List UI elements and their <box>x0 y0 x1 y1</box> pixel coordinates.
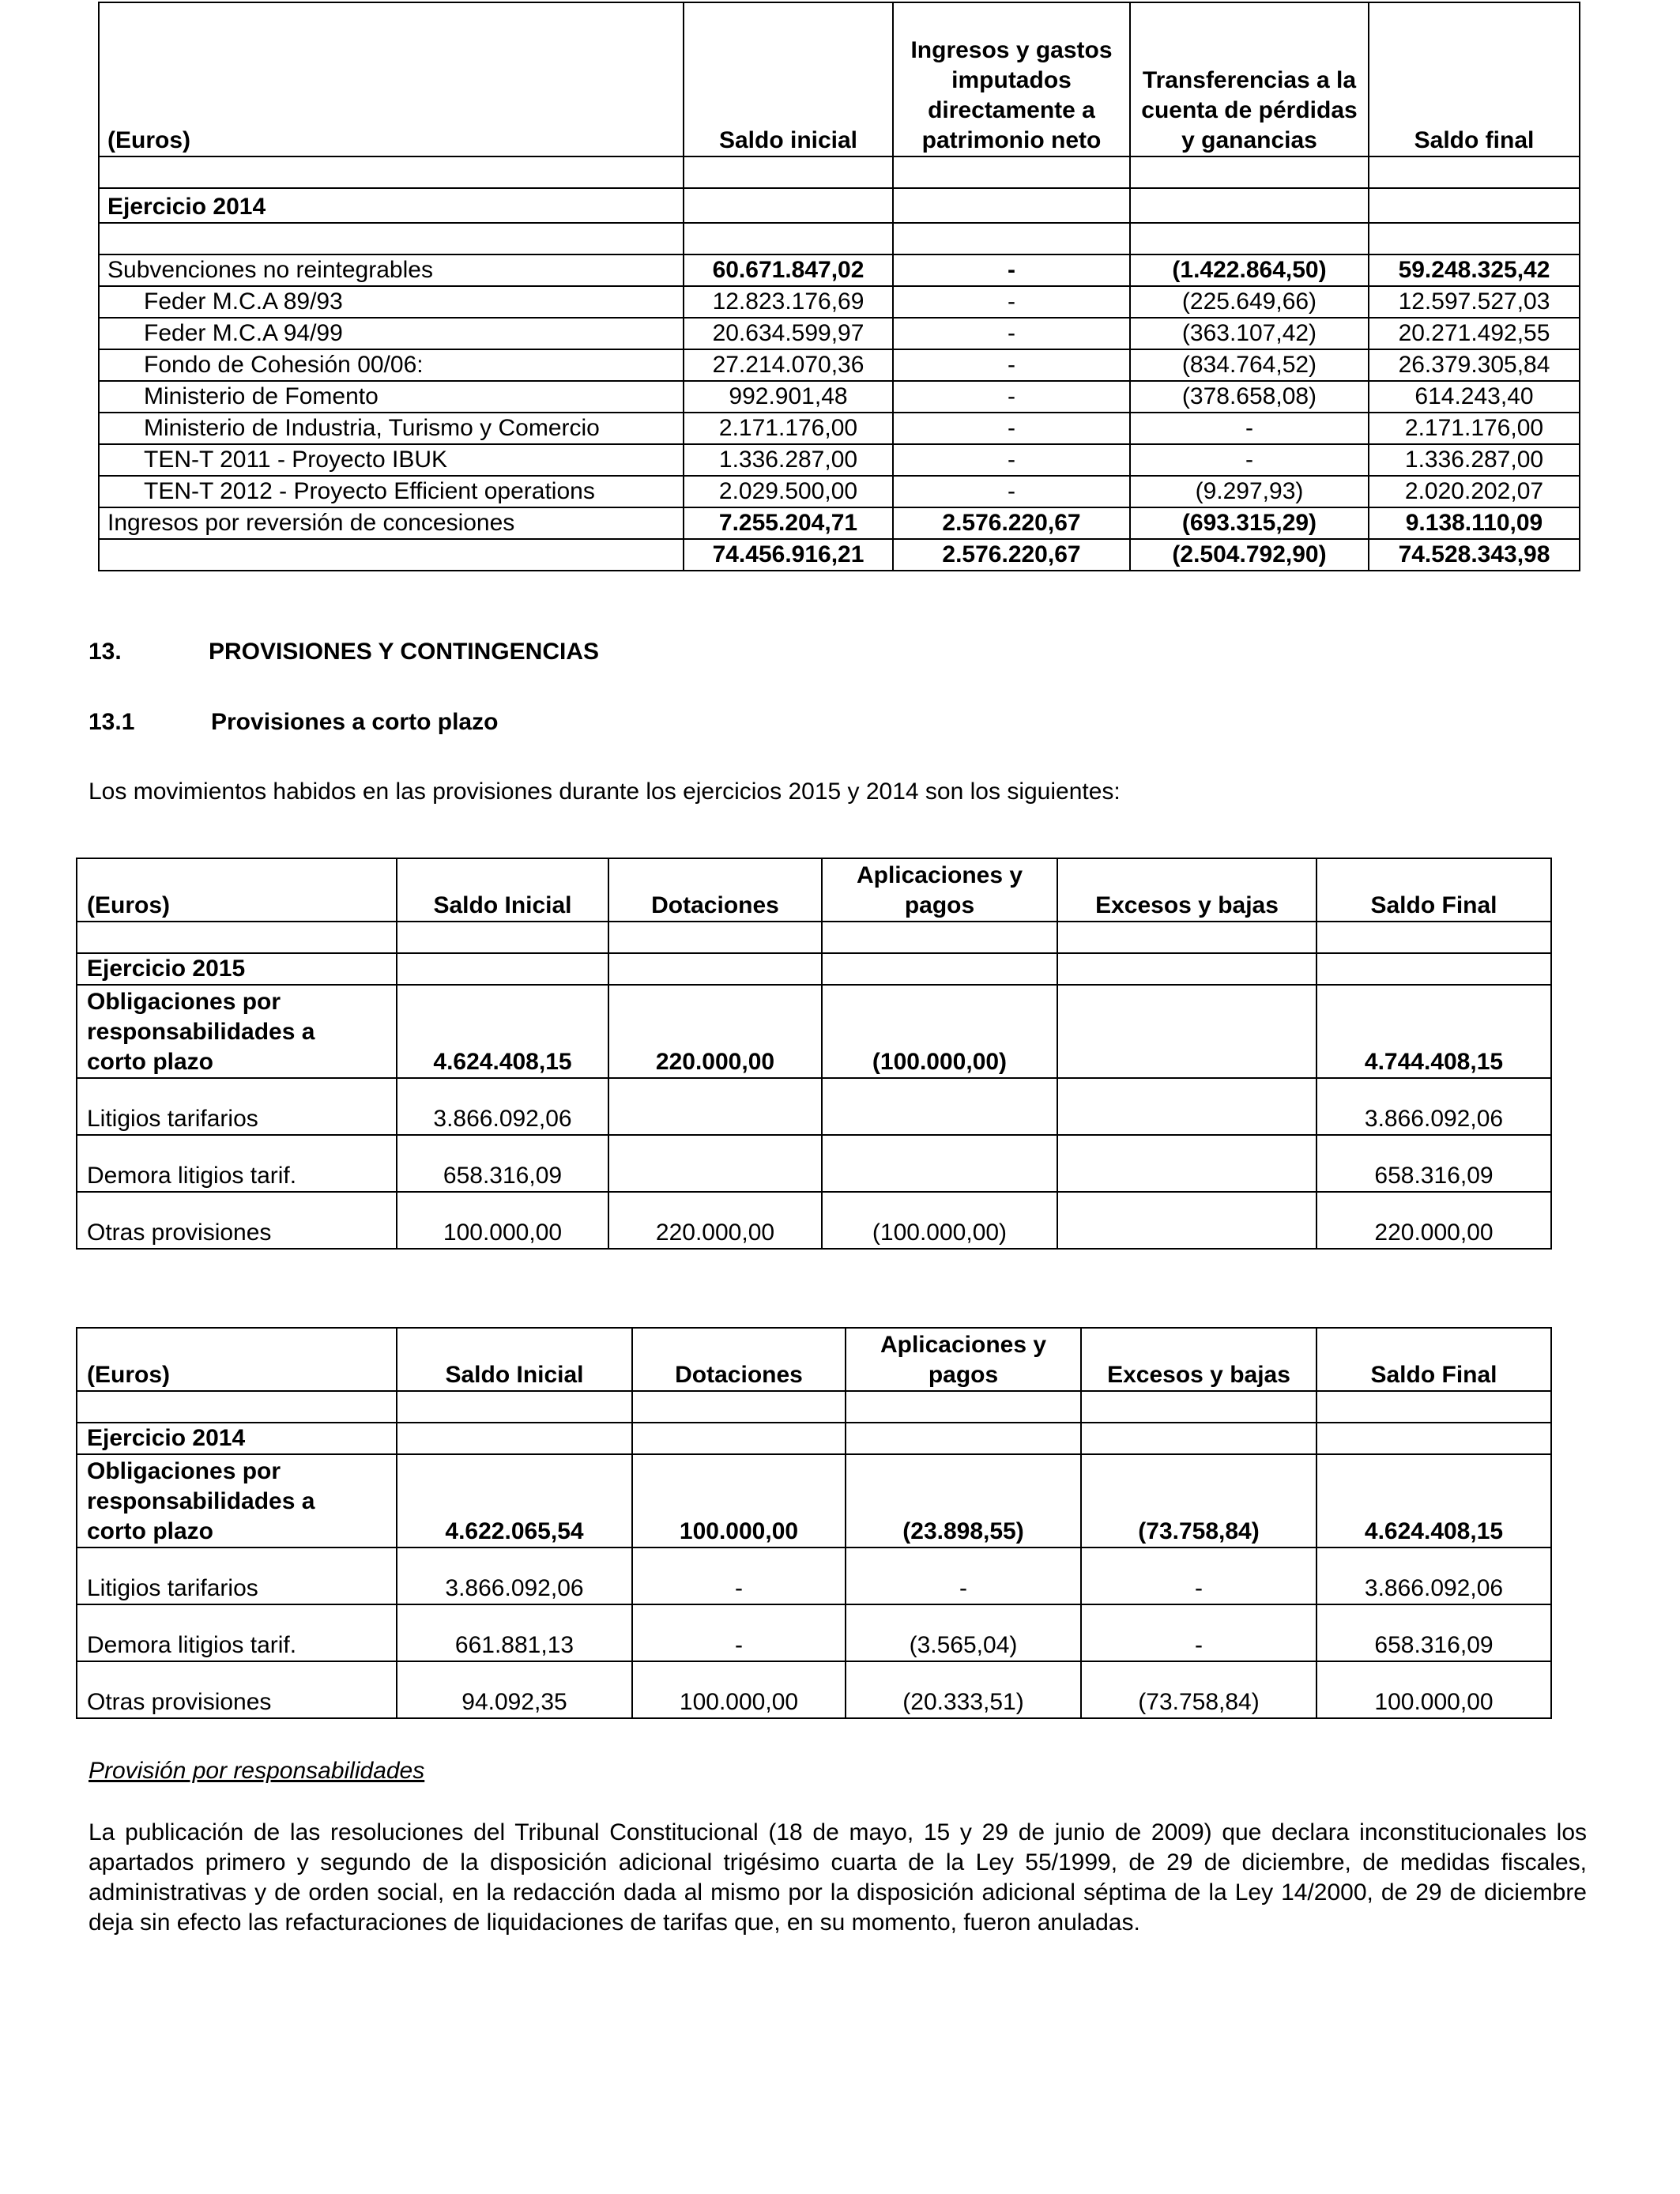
table-row: Feder M.C.A 94/99 20.634.599,97 - (363.107,42) 20.271.492,55 <box>99 318 1580 349</box>
table-row: Ingresos por reversión de concesiones 7.255.204,71 2.576.220,67 (693.315,29) 9.138.110,09 <box>99 507 1580 539</box>
table-row: Obligaciones por responsabilidades a corto plazo 4.624.408,15 220.000,00 (100.000,00) 4.744.408,15 <box>77 985 1551 1078</box>
table-row: Demora litigios tarif. 658.316,09 658.316,09 <box>77 1135 1551 1192</box>
table-row: TEN-T 2011 - Proyecto IBUK 1.336.287,00 - - 1.336.287,00 <box>99 444 1580 476</box>
table-row: Litigios tarifarios 3.866.092,06 3.866.092,06 <box>77 1078 1551 1135</box>
note-subtitle: Provisión por responsabilidades <box>89 1758 425 1784</box>
header-saldo-final: Saldo final <box>1369 2 1580 156</box>
header-transferencias: Transferencias a la cuenta de pérdidas y ganancias <box>1130 2 1369 156</box>
header-euros: (Euros) <box>99 2 684 156</box>
header-saldo-final: Saldo Final <box>1317 858 1551 922</box>
table-row: Litigios tarifarios 3.866.092,06 - - - 3.866.092,06 <box>77 1547 1551 1604</box>
section-label: Ejercicio 2014 <box>77 1423 397 1454</box>
provisiones-2015-table <box>76 858 1552 1250</box>
header-saldo-inicial: Saldo inicial <box>684 2 893 156</box>
table-row: Demora litigios tarif. 661.881,13 - (3.565,04) - 658.316,09 <box>77 1604 1551 1661</box>
header-aplicaciones: Aplicaciones y pagos <box>846 1328 1081 1391</box>
total-row: 74.456.916,21 2.576.220,67 (2.504.792,90) 74.528.343,98 <box>99 539 1580 571</box>
table-row: Obligaciones por responsabilidades a corto plazo 4.622.065,54 100.000,00 (23.898,55) (73.758,84) 4.624.408,15 <box>77 1454 1551 1547</box>
header-saldo-inicial: Saldo Inicial <box>397 858 608 922</box>
header-saldo-final: Saldo Final <box>1317 1328 1551 1391</box>
header-euros: (Euros) <box>77 1328 397 1391</box>
section-label: Ejercicio 2014 <box>99 188 684 223</box>
header-excesos: Excesos y bajas <box>1081 1328 1317 1391</box>
section-label: Ejercicio 2015 <box>77 953 397 985</box>
header-aplicaciones: Aplicaciones y pagos <box>822 858 1057 922</box>
table-row: Feder M.C.A 89/93 12.823.176,69 - (225.649,66) 12.597.527,03 <box>99 286 1580 318</box>
subsection-number: 13.1 <box>89 709 135 735</box>
provisiones-2014-table <box>76 1327 1552 1719</box>
header-excesos: Excesos y bajas <box>1057 858 1317 922</box>
header-dotaciones: Dotaciones <box>632 1328 846 1391</box>
note-paragraph: La publicación de las resoluciones del Tribunal Constitucional (18 de mayo, 15 y 29 de junio de 2009) que declara inconstitucionales los apartados primero y segundo de la disposición adicional trigésimo cuarta de la Ley 55/1999, de 29 de diciembre, de medidas fiscales, administrativas y de orden social, en la redacción dada al mismo por la disposición adicional séptima de la Ley 14/2000, de 29 de diciembre deja sin efecto las refacturaciones de liquidaciones de tarifas que, en su momento, fueron anuladas. <box>89 1819 1587 1936</box>
table-row: Ministerio de Fomento 992.901,48 - (378.658,08) 614.243,40 <box>99 381 1580 413</box>
table-row: Subvenciones no reintegrables 60.671.847,02 - (1.422.864,50) 59.248.325,42 <box>99 254 1580 286</box>
section-title: PROVISIONES Y CONTINGENCIAS <box>209 639 599 665</box>
table-row: TEN-T 2012 - Proyecto Efficient operations 2.029.500,00 - (9.297,93) 2.020.202,07 <box>99 476 1580 507</box>
header-ingresos-gastos: Ingresos y gastos imputados directamente a patrimonio neto <box>893 2 1130 156</box>
subvenciones-table <box>98 2 1580 571</box>
header-saldo-inicial: Saldo Inicial <box>397 1328 632 1391</box>
header-dotaciones: Dotaciones <box>608 858 822 922</box>
subsection-title: Provisiones a corto plazo <box>211 709 499 735</box>
header-euros: (Euros) <box>77 858 397 922</box>
table-row: Otras provisiones 94.092,35 100.000,00 (20.333,51) (73.758,84) 100.000,00 <box>77 1661 1551 1718</box>
table-row: Otras provisiones 100.000,00 220.000,00 (100.000,00) 220.000,00 <box>77 1192 1551 1249</box>
intro-text: Los movimientos habidos en las provisiones durante los ejercicios 2015 y 2014 son los siguientes: <box>89 778 1121 805</box>
section-number: 13. <box>89 639 122 665</box>
table-row: Ministerio de Industria, Turismo y Comercio 2.171.176,00 - - 2.171.176,00 <box>99 413 1580 444</box>
table-row: Fondo de Cohesión 00/06: 27.214.070,36 - (834.764,52) 26.379.305,84 <box>99 349 1580 381</box>
